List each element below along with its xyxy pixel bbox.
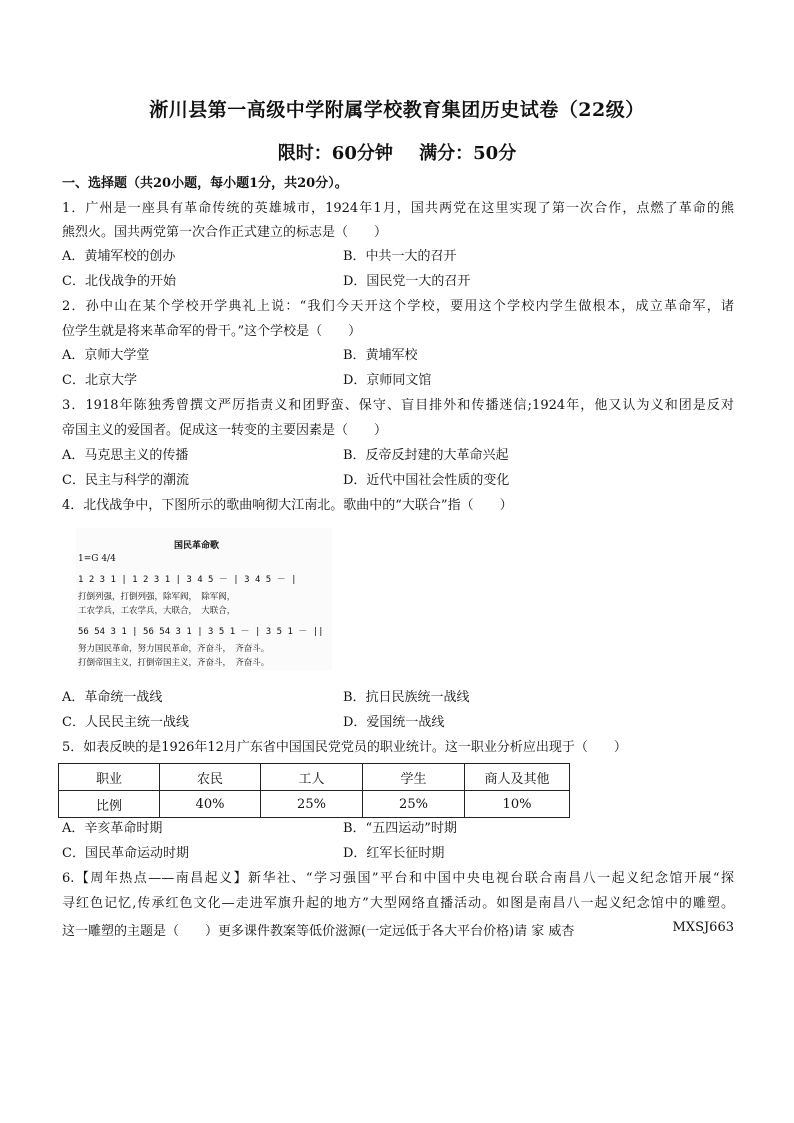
q2-option-b: B．黄埔军校	[343, 348, 418, 363]
occupation-table	[58, 763, 570, 818]
q5-option-a: A．辛亥革命时期	[62, 821, 163, 836]
q2-option-c: C．北京大学	[62, 373, 137, 388]
q4-option-b: B．抗日民族统一战线	[343, 690, 470, 705]
q6-stem-line3: 这一雕塑的主题是（ ）更多课件教案等低价滋源(一定远低于各大平台价格)请 家 威杏	[62, 924, 575, 939]
q3-option-c: C．民主与科学的潮流	[62, 473, 189, 488]
q6-stem-line3-row	[62, 920, 734, 939]
exam-title: 淅川县第一高级中学附属学校教育集团历史试卷（22级）	[149, 99, 645, 121]
song-key: 1=G 4/4	[78, 554, 116, 564]
notes-line-1: 1 2 3 1 | 1 2 3 1 | 3 4 5 － | 3 4 5 － |	[78, 575, 297, 585]
table-cell: 40%	[160, 791, 261, 818]
q2-stem-line2: 位学生就是将来革命军的骨干。”这个学校是（ ）	[62, 324, 362, 339]
q3-stem-line2: 帝国主义的爱国者。促成这一转变的主要因素是（ ）	[62, 423, 388, 438]
q4-stem: 4．北伐战争中，下图所示的歌曲响彻大江南北。歌曲中的“大联合”指（ ）	[62, 498, 513, 513]
doc-code: MXSJ663	[672, 920, 734, 935]
exam-subtitle	[0, 139, 794, 165]
q1-option-a: A．黄埔军校的创办	[62, 249, 176, 264]
q3-option-a: A．马克思主义的传播	[62, 448, 189, 463]
table-header-cell: 农民	[160, 764, 261, 791]
q4-option-d: D．爱国统一战线	[343, 715, 445, 730]
table-cell: 10%	[465, 791, 570, 818]
table-row	[59, 791, 570, 818]
q5-option-d: D．红军长征时期	[343, 846, 445, 861]
lyric-line-2b: 打倒帝国主义，打倒帝国主义，齐奋斗， 齐奋斗。	[78, 658, 270, 668]
table-header-cell: 工人	[261, 764, 363, 791]
q1-stem-line1: 1．广州是一座具有革命传统的英雄城市，1924年1月，国共两党在这里实现了第一次合作，点燃了革命的熊	[62, 201, 734, 216]
q3-option-d: D．近代中国社会性质的变化	[343, 473, 510, 488]
table-header-row	[59, 764, 570, 791]
table-header-cell: 学生	[363, 764, 465, 791]
q2-option-d: D．京师同文馆	[343, 373, 432, 388]
q5-option-b: B．“五四运动”时期	[343, 821, 457, 836]
q3-option-b: B．反帝反封建的大革命兴起	[343, 448, 509, 463]
q6-stem-line2: 寻红色记忆,传承红色文化—走进军旗升起的地方”大型网络直播活动。如图是南昌八一起义纪念馆中的雕塑。	[62, 896, 734, 911]
q1-option-d: D．国民党一大的召开	[343, 274, 471, 289]
table-cell: 25%	[363, 791, 465, 818]
lyric-line-2a: 努力国民革命，努力国民革命，齐奋斗， 齐奋斗。	[78, 644, 270, 654]
q1-option-b: B．中共一大的召开	[343, 249, 457, 264]
q1-stem-line2: 熊烈火。国共两党第一次合作正式建立的标志是（ ）	[62, 225, 388, 240]
lyric-line-1a: 打倒列强，打倒列强，除军阀， 除军阀，	[78, 592, 236, 602]
q5-option-c: C．国民革命运动时期	[62, 846, 189, 861]
lyric-line-1b: 工农学兵，工农学兵，大联合， 大联合，	[78, 606, 236, 616]
q1-option-c: C．北伐战争的开始	[62, 274, 176, 289]
song-title: 国民革命歌	[174, 541, 220, 551]
table-header-cell: 商人及其他	[465, 764, 570, 791]
sheet-music-figure	[76, 528, 332, 670]
q3-stem-line1: 3．1918年陈独秀曾撰文严厉指责义和团野蛮、保守、盲目排外和传播迷信;1924年，他又认为义和团是反对	[62, 398, 734, 413]
q2-stem-line1: 2．孙中山在某个学校开学典礼上说：“我们今天开这个学校，要用这个学校内学生做根本，成立革命军，诸	[62, 299, 734, 314]
notes-line-2: 56 54 3 1 | 56 54 3 1 | 3 5 1 － | 3 5 1 － ||	[78, 627, 324, 637]
time-limit: 限时：60分钟	[277, 143, 393, 164]
table-cell: 比例	[59, 791, 160, 818]
q2-option-a: A．京师大学堂	[62, 348, 150, 363]
q5-stem: 5．如表反映的是1926年12月广东省中国国民党党员的职业统计。这一职业分析应出现于（ ）	[62, 740, 627, 755]
section-heading: 一、选择题（共20小题，每小题1分，共20分）。	[62, 176, 348, 191]
table-header-cell: 职业	[59, 764, 160, 791]
q6-stem-line1: 6.【周年热点——南昌起义】新华社、“学习强国”平台和中国中央电视台联合南昌八一起义纪念馆开展“探	[62, 871, 734, 886]
q4-option-a: A．革命统一战线	[62, 690, 163, 705]
full-score: 满分：50分	[419, 143, 517, 164]
q4-option-c: C．人民民主统一战线	[62, 715, 189, 730]
table-cell: 25%	[261, 791, 363, 818]
